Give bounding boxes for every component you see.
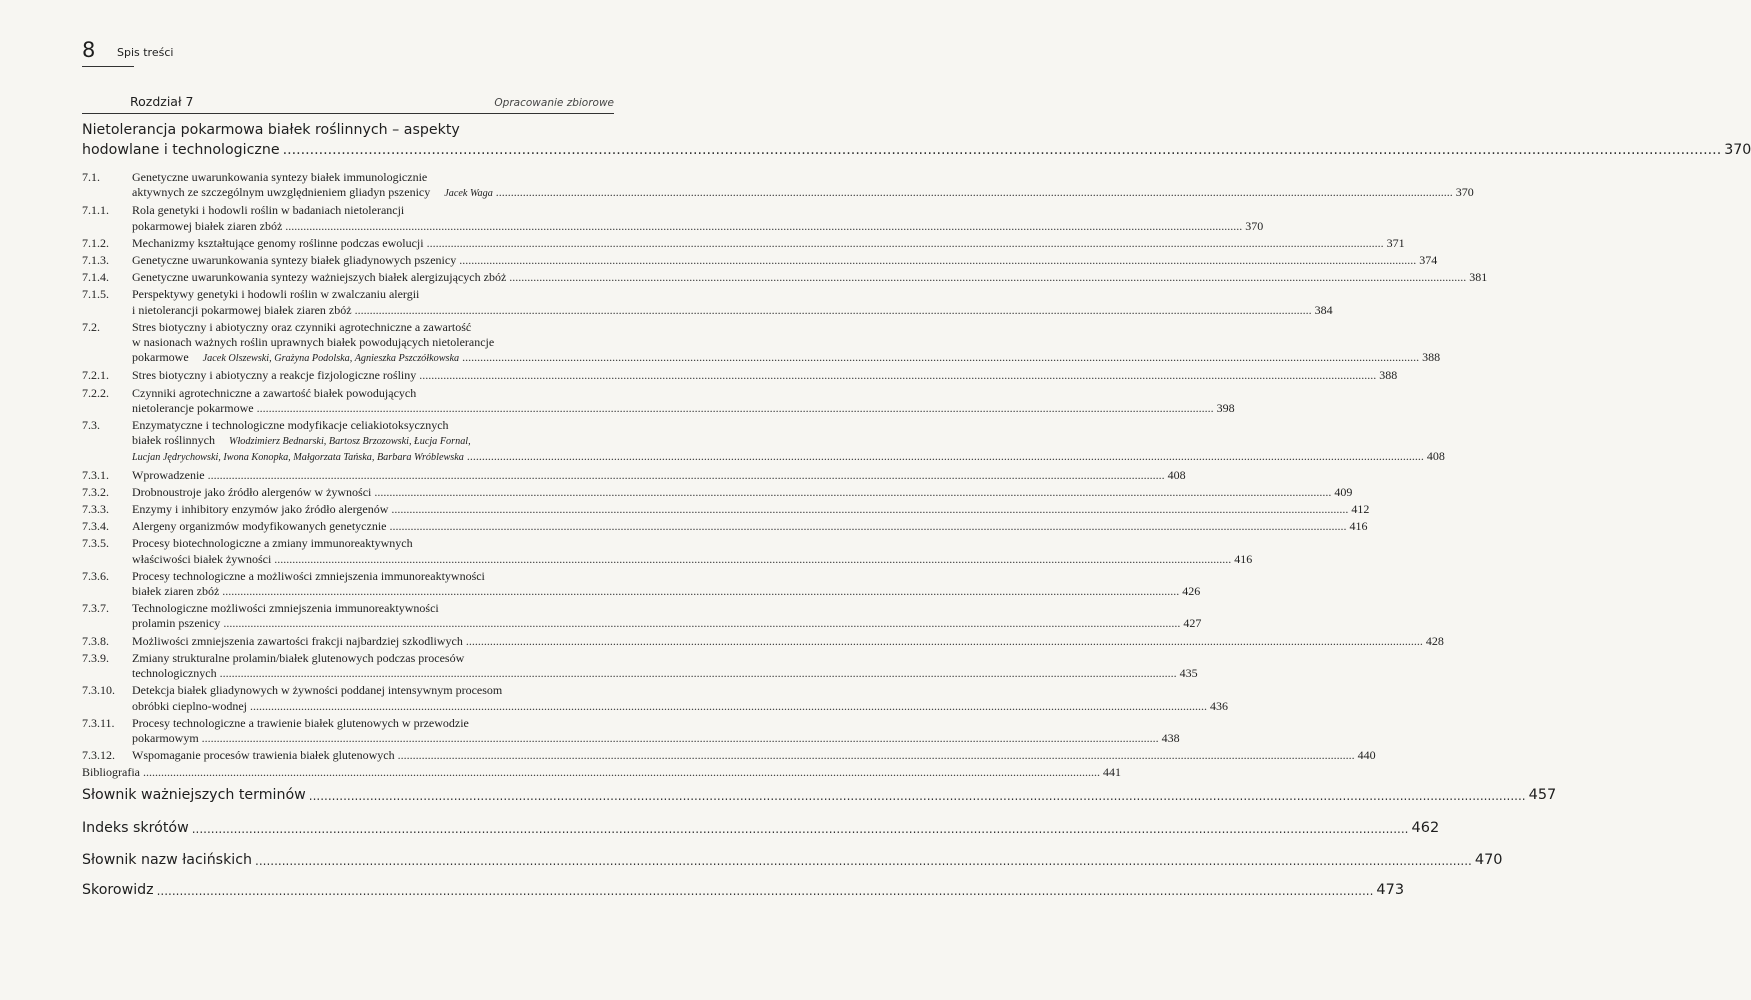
entry-page: 374 (1419, 253, 1438, 268)
entry-page: 381 (1469, 270, 1488, 285)
entry-leader-line (132, 302, 1333, 318)
entry-page: 416 (1234, 551, 1253, 566)
leader-dots (496, 185, 1453, 199)
toc-entry (82, 536, 1253, 566)
entry-leader-line (132, 666, 1198, 681)
entry-title-text: białek roślinnych (132, 433, 215, 448)
leader-dots (285, 219, 1242, 233)
entry-leader-line (132, 400, 1235, 416)
entry-title-text: technologicznych (132, 666, 217, 681)
leader-dots (466, 634, 1423, 648)
chapter-title (82, 120, 1751, 160)
leader-dots (222, 584, 1179, 598)
toc-entry (82, 385, 1235, 416)
entry-number: 7.1.4. (82, 270, 109, 285)
leader-dots (157, 884, 1374, 898)
chapter-title-line1: Nietolerancja pokarmowa białek roślinnych – aspekty (82, 122, 460, 138)
leader-dots (208, 468, 1165, 482)
leader-dots (309, 789, 1526, 803)
entry-leader-line (132, 551, 1253, 567)
toc-entry (82, 418, 1445, 466)
leader-dots (459, 253, 1416, 267)
entry-page: 398 (1216, 400, 1235, 415)
entry-leader-line (132, 519, 1368, 534)
entry-page: 438 (1161, 730, 1180, 745)
entry-leader-line (132, 730, 1180, 746)
entry-title-line: Czynniki agrotechniczne a zawartość białek powodujących (132, 385, 417, 400)
chapter-divider (82, 113, 614, 114)
entry-page: 436 (1209, 698, 1228, 713)
entry-leader-line (132, 584, 1201, 599)
page-number: 8 (82, 38, 96, 62)
entry-author-cont: Lucjan Jędrychowski, Iwona Konopka, Małgorzata Tańska, Barbara Wróblewska (132, 452, 464, 464)
entry-leader-line (132, 748, 1376, 763)
entry-author: Jacek Waga (444, 188, 493, 200)
entry-title-text: Wprowadzenie (132, 467, 205, 482)
entry-page: 435 (1179, 666, 1198, 681)
entry-number: 7.1.2. (82, 235, 109, 250)
entry-leader-line (132, 270, 1488, 285)
entry-title-line (132, 433, 614, 449)
leader-dots (389, 519, 1346, 533)
toc-entry (82, 650, 1198, 681)
toc-entry (82, 170, 1474, 201)
entry-title-line: Technologiczne możliwości zmniejszenia immunoreaktywności (132, 601, 439, 616)
leader-dots (192, 822, 1409, 836)
toc-entry (82, 203, 1264, 233)
entry-title-line: Procesy technologiczne a możliwości zmniejszenia immunoreaktywności (132, 568, 485, 583)
entry-number: 7.2. (82, 319, 100, 334)
appendix-label: Słownik nazw łacińskich (82, 852, 253, 868)
entry-title-text: Enzymy i inhibitory enzymów jako źródło alergenów (132, 502, 389, 517)
entry-title-text: i nietolerancji pokarmowej białek ziaren zbóż (132, 302, 352, 317)
toc-entry (82, 519, 1368, 534)
appendix-label: Słownik ważniejszych terminów (82, 787, 306, 803)
leader-dots (419, 368, 1376, 382)
running-title: Spis treści (117, 46, 174, 59)
entry-number: 7.3.12. (82, 748, 115, 763)
leader-dots (355, 303, 1312, 317)
appendix-page: 457 (1528, 787, 1557, 803)
entry-page: 412 (1351, 502, 1370, 517)
entry-title-text: pokarmowej białek ziaren zbóż (132, 218, 283, 233)
leader-dots (398, 748, 1355, 762)
entry-page: 440 (1357, 748, 1376, 763)
entry-number: 7.2.1. (82, 368, 109, 383)
leader-dots (467, 449, 1424, 463)
appendix-entry (82, 820, 1440, 836)
entry-leader-line (132, 502, 1370, 517)
entry-title-text: Drobnoustroje jako źródło alergenów w żywności (132, 484, 372, 499)
chapter-title-text: hodowlane i technologiczne (82, 142, 280, 158)
entry-number: 7.3.3. (82, 502, 109, 517)
chapter-page: 370 (1724, 142, 1751, 158)
entry-title-text: właściwości białek żywności (132, 551, 272, 566)
toc-entry (82, 715, 1180, 746)
entry-number: 7.2.2. (82, 385, 109, 400)
leader-dots (202, 731, 1159, 745)
entry-page: 408 (1426, 449, 1445, 464)
leader-dots (509, 270, 1466, 284)
entry-title-text: nietolerancje pokarmowe (132, 400, 254, 415)
entry-number: 7.1. (82, 170, 100, 184)
entry-title-line: Zmiany strukturalne prolamin/białek glutenowych podczas procesów (132, 650, 465, 665)
toc-entry (82, 683, 1228, 713)
entry-title-line: Procesy technologiczne a trawienie białek glutenowych w przewodzie (132, 715, 469, 730)
entry-title-text: Mechanizmy kształtujące genomy roślinne podczas ewolucji (132, 235, 424, 250)
entry-number: 7.3.1. (82, 467, 109, 482)
entry-leader-line (82, 765, 1121, 780)
page-number-underline (82, 66, 134, 67)
entry-leader-line (132, 368, 1398, 383)
entry-title-line: Stres biotyczny i abiotyczny oraz czynniki agrotechniczne a zawartość (132, 319, 472, 334)
entry-leader-line (132, 449, 1445, 465)
entry-title-line: Detekcja białek gliadynowych w żywności poddanej intensywnym procesom (132, 683, 503, 698)
appendix-entry (82, 882, 1405, 898)
toc-list (82, 170, 1488, 783)
entry-title-text: obróbki cieplno-wodnej (132, 698, 247, 713)
leader-dots (220, 666, 1177, 680)
entry-number: 7.3.10. (82, 683, 115, 698)
entry-page: 370 (1245, 218, 1264, 233)
bibliography-label: Bibliografia (82, 765, 140, 780)
entry-leader-line (132, 185, 1474, 201)
entry-title-line: Rola genetyki i hodowli roślin w badaniach nietolerancji (132, 203, 405, 218)
appendix-page: 470 (1474, 852, 1503, 868)
entry-number: 7.3.7. (82, 601, 109, 616)
toc-entry (82, 467, 1186, 483)
leader-dots (257, 401, 1214, 415)
entry-page: 370 (1455, 185, 1474, 200)
appendix-page: 462 (1411, 820, 1440, 836)
bibliography-entry (82, 765, 1121, 780)
entry-title-line: Genetyczne uwarunkowania syntezy białek immunologicznie (132, 170, 428, 184)
toc-entry (82, 235, 1405, 251)
entry-author: Jacek Olszewski, Grażyna Podolska, Agnieszka Pszczółkowska (202, 353, 460, 365)
entry-number: 7.3.6. (82, 568, 109, 583)
entry-number: 7.3.4. (82, 519, 109, 534)
leader-dots (255, 854, 1472, 868)
entry-title-line: Perspektywy genetyki i hodowli roślin w zwalczaniu alergii (132, 287, 420, 302)
entry-title-text: pokarmowym (132, 730, 199, 745)
entry-number: 7.3.11. (82, 715, 115, 730)
leader-dots (274, 552, 1231, 566)
appendix-entry (82, 787, 1557, 803)
entry-page: 388 (1379, 368, 1398, 383)
entry-title-line: w nasionach ważnych roślin uprawnych białek powodujących nietolerancje (132, 335, 495, 350)
entry-page: 428 (1425, 633, 1444, 648)
bibliography-page: 441 (1102, 765, 1121, 780)
entry-title-text: białek ziaren zbóż (132, 584, 220, 599)
entry-number: 7.3.2. (82, 484, 109, 499)
entry-leader-line (132, 467, 1186, 483)
entry-number: 7.1.3. (82, 253, 109, 268)
leader-dots (427, 236, 1384, 250)
toc-entry (82, 568, 1201, 599)
entry-page: 384 (1314, 302, 1333, 317)
entry-page: 408 (1167, 467, 1186, 482)
entry-number: 7.3.9. (82, 650, 109, 665)
appendix-label: Skorowidz (82, 882, 154, 898)
appendix-entry (82, 852, 1503, 868)
entry-leader-line (132, 235, 1405, 251)
entry-leader-line (132, 253, 1438, 268)
entry-leader-line (132, 218, 1264, 234)
toc-entry (82, 368, 1398, 383)
chapter-title-line2 (82, 140, 1751, 160)
appendix-page: 473 (1376, 882, 1405, 898)
toc-entry (82, 502, 1370, 517)
entry-title-text: aktywnych ze szczególnym uwzględnieniem gliadyn pszenicy (132, 185, 431, 200)
entry-title-text: Genetyczne uwarunkowania syntezy białek gliadynowych pszenicy (132, 253, 457, 268)
entry-page: 409 (1334, 484, 1353, 499)
leader-dots (143, 765, 1100, 779)
entry-title-text: Genetyczne uwarunkowania syntezy ważniejszych białek alergizujących zbóż (132, 270, 507, 285)
toc-entry (82, 748, 1376, 763)
entry-title-line: Enzymatyczne i technologiczne modyfikacje celiakiotoksycznych (132, 418, 449, 433)
appendix-label: Indeks skrótów (82, 820, 189, 836)
entry-page: 416 (1349, 519, 1368, 534)
entry-title-text: Stres biotyczny i abiotyczny a reakcje fizjologiczne rośliny (132, 368, 417, 383)
toc-entry (82, 319, 1441, 367)
chapter-label: Rozdział 7 (130, 94, 194, 109)
toc-entry (82, 270, 1488, 285)
toc-entry (82, 601, 1202, 631)
entry-leader-line (132, 484, 1353, 500)
chapter-author: Opracowanie zbiorowe (494, 97, 614, 109)
entry-author: Włodzimierz Bednarski, Bartosz Brzozowski, Łucja Fornal, (228, 436, 471, 448)
entry-leader-line (132, 633, 1444, 649)
toc-entry (82, 633, 1444, 649)
entry-leader-line (132, 350, 1441, 366)
entry-number: 7.3. (82, 418, 100, 433)
leader-dots (250, 699, 1207, 713)
leader-dots (391, 502, 1348, 516)
leader-dots (462, 350, 1419, 364)
entry-leader-line (132, 698, 1228, 714)
entry-title-line: Procesy biotechnologiczne a zmiany immunoreaktywnych (132, 536, 413, 551)
leader-dots (223, 616, 1180, 630)
toc-entry (82, 253, 1438, 268)
entry-title-text: Wspomaganie procesów trawienia białek glutenowych (132, 748, 395, 763)
entry-number: 7.1.5. (82, 287, 109, 302)
entry-number: 7.3.5. (82, 536, 109, 551)
entry-page: 388 (1422, 350, 1441, 365)
entry-title-text: pokarmowe (132, 350, 189, 365)
entry-title-text: Alergeny organizmów modyfikowanych genetycznie (132, 519, 387, 534)
entry-page: 427 (1183, 616, 1202, 631)
entry-page: 371 (1386, 235, 1405, 250)
leader-dots (283, 140, 1722, 160)
toc-entry (82, 287, 1333, 317)
entry-number: 7.1.1. (82, 203, 109, 218)
entry-title-text: Możliwości zmniejszenia zawartości frakcji najbardziej szkodliwych (132, 633, 463, 648)
entry-page: 426 (1182, 584, 1201, 599)
entry-number: 7.3.8. (82, 633, 109, 648)
entry-leader-line (132, 616, 1202, 631)
leader-dots (374, 485, 1331, 499)
toc-entry (82, 484, 1353, 500)
entry-title-text: prolamin pszenicy (132, 616, 221, 631)
